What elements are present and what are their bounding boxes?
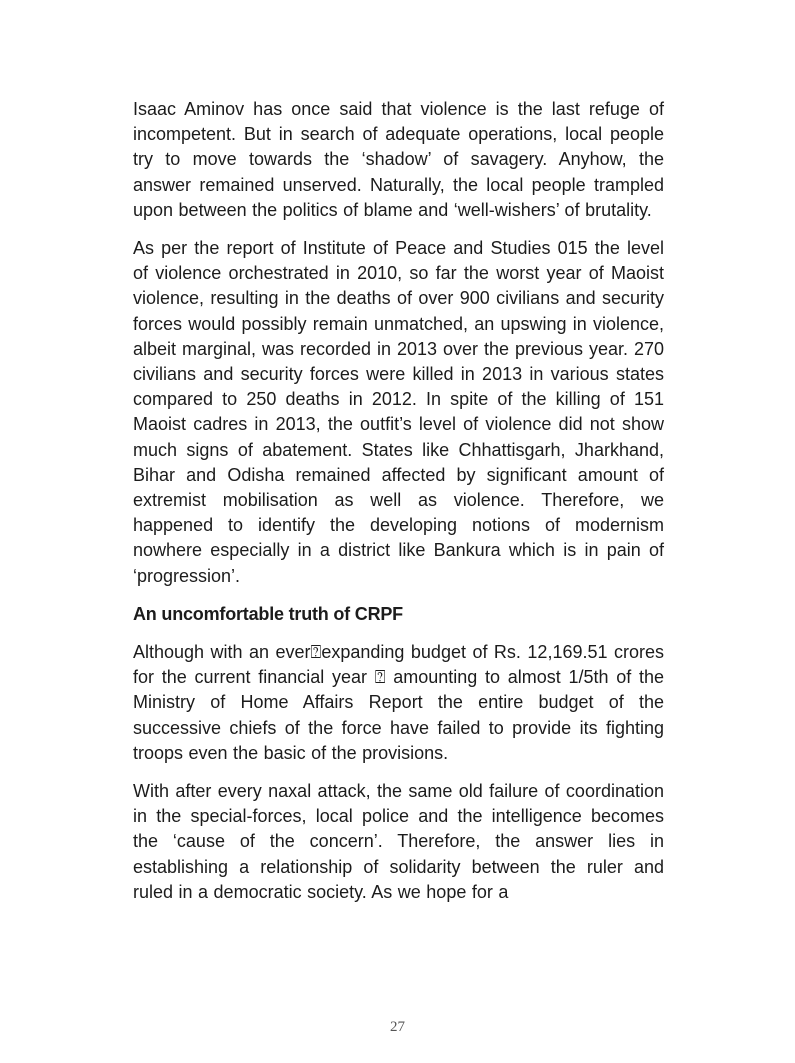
paragraph-4: With after every naxal attack, the same old failure of coordination in the special-forces, local police and the intelligence becomes the ‘cause of the concern’. Therefore, the answer lies in establishing a relationship of solidarity between the ruler and ruled in a democratic society. As we hope for a bbox=[133, 781, 664, 902]
paragraph-1: Isaac Aminov has once said that violence is the last refuge of incompetent. But in search of adequate operations, local people try to move towards the ‘shadow’ of savagery. Anyhow, the answer remained unserved. Naturally, the local people trampled upon between the politics of blame and ‘well-wishers’ of brutality. bbox=[133, 99, 664, 220]
paragraph-2: As per the report of Institute of Peace and Studies 015 the level of violence orchestrated in 2010, so far the worst year of Maoist violence, resulting in the deaths of over 900 civilians and security forces would possibly remain unmatched, an upswing in violence, albeit marginal, was recorded in 2013 over the previous year. 270 civilians and security forces were killed in 2013 in various states compared to 250 deaths in 2012. In spite of the killing of 151 Maoist cadres in 2013, the outfit’s level of violence did not show much signs of abatement. States like Chhattisgarh, Jharkhand, Bihar and Odisha remained affected by significant amount of extremist mobilisation as well as violence. Therefore, we happened to identify the developing notions of modernism nowhere especially in a district like Bankura which is in pain of ‘progression’. bbox=[133, 238, 664, 586]
paragraph-3: Although with an ever⍰expanding budget of Rs. 12,169.51 crores for the current financial year ⍰ amounting to almost 1/5th of the Ministry of Home Affairs Report the entire budget of the successive chiefs of the force have failed to provide its fighting troops even the basic of the provisions. bbox=[133, 642, 664, 763]
text-content-area bbox=[133, 97, 664, 905]
section-heading-crpf: An uncomfortable truth of CRPF bbox=[133, 603, 403, 624]
page-number: 27 bbox=[390, 1019, 405, 1035]
